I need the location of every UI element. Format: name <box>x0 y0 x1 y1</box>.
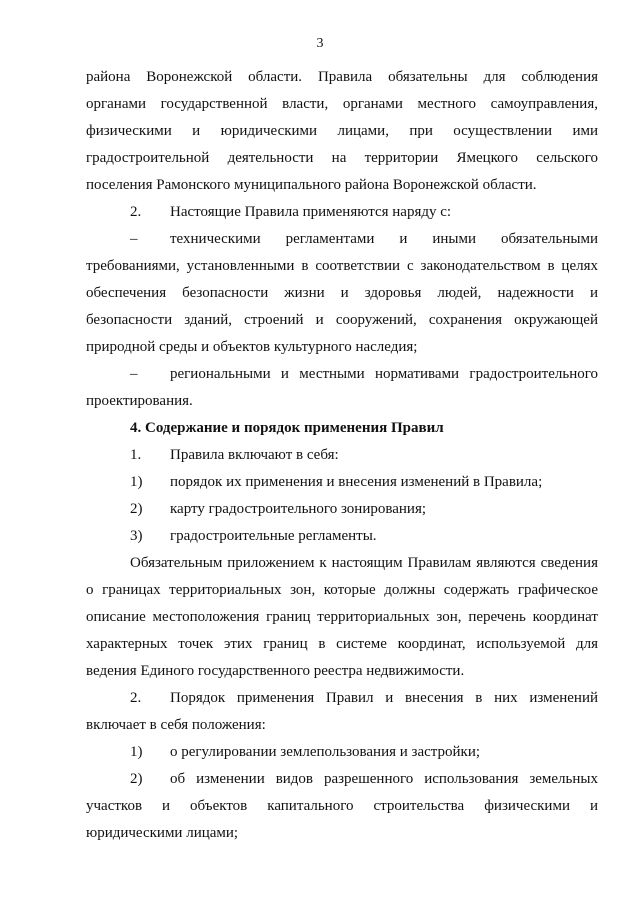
text-line: обеспечения безопасности жизни и здоровья людей, надежности и <box>86 285 598 301</box>
document-body <box>86 64 598 847</box>
dash-marker: – <box>130 366 138 382</box>
list-item-number: 2) <box>130 501 143 517</box>
text-line: физическими и юридическими лицами, при осуществлении ими <box>86 123 598 139</box>
text-line: требованиями, установленными в соответствии с законодательством в целях <box>86 258 598 274</box>
dash-item <box>86 226 598 253</box>
text-line: района Воронежской области. Правила обязательны для соблюдения <box>86 69 598 85</box>
text-line: характерных точек этих границ в системе координат, используемой для <box>86 636 598 652</box>
list-item-text: карту градостроительного зонирования; <box>170 501 427 517</box>
list-item-text: о регулировании землепользования и застройки; <box>170 744 481 760</box>
text-line: органами государственной власти, органами местного самоуправления, <box>86 96 598 112</box>
text-line: ведения Единого государственного реестра недвижимости. <box>86 663 465 679</box>
text-line: поселения Рамонского муниципального района Воронежской области. <box>86 177 537 193</box>
list-item-number: 2) <box>130 771 143 787</box>
text-line: включает в себя положения: <box>86 717 266 733</box>
dash-item-text: региональными и местными нормативами градостроительного <box>170 366 598 382</box>
text-line: участков и объектов капитального строительства физическими и <box>86 798 598 814</box>
paragraph-number: 1. <box>130 447 142 463</box>
dash-marker: – <box>130 231 138 247</box>
list-item <box>86 739 598 766</box>
numbered-paragraph <box>86 199 598 226</box>
dash-item-text: техническими регламентами и иными обязательными <box>170 231 598 247</box>
dash-item <box>86 361 598 388</box>
list-item-text: об изменении видов разрешенного использования земельных <box>170 771 598 787</box>
list-item-number: 3) <box>130 528 143 544</box>
text-line: природной среды и объектов культурного наследия; <box>86 339 418 355</box>
paragraph-number: 2. <box>130 204 142 220</box>
paragraph-text: Настоящие Правила применяются наряду с: <box>170 204 452 220</box>
paragraph-text: Правила включают в себя: <box>170 447 339 463</box>
numbered-paragraph <box>86 685 598 712</box>
text-line: безопасности зданий, строений и сооружений, сохранения окружающей <box>86 312 598 328</box>
text-line: Обязательным приложением к настоящим Правилам являются сведения <box>130 555 598 571</box>
paragraph-number: 2. <box>130 690 142 706</box>
text-line: о границах территориальных зон, которые должны содержать графическое <box>86 582 598 598</box>
list-item-text: градостроительные регламенты. <box>170 528 377 544</box>
list-item <box>86 496 598 523</box>
list-item-text: порядок их применения и внесения изменений в Правила; <box>170 474 543 490</box>
text-line: юридическими лицами; <box>86 825 239 841</box>
text-line: градостроительной деятельности на территории Ямецкого сельского <box>86 150 598 166</box>
paragraph-text: Порядок применения Правил и внесения в них изменений <box>170 690 598 706</box>
page-number: 3 <box>316 36 324 51</box>
list-item-number: 1) <box>130 744 143 760</box>
list-item <box>86 766 598 793</box>
numbered-paragraph <box>86 442 598 469</box>
section-heading: 4. Содержание и порядок применения Правил <box>130 420 444 436</box>
list-item-number: 1) <box>130 474 143 490</box>
list-item <box>86 523 598 550</box>
text-line: проектирования. <box>86 393 193 409</box>
list-item <box>86 469 598 496</box>
text-line: описание местоположения границ территориальных зон, перечень координат <box>86 609 598 625</box>
